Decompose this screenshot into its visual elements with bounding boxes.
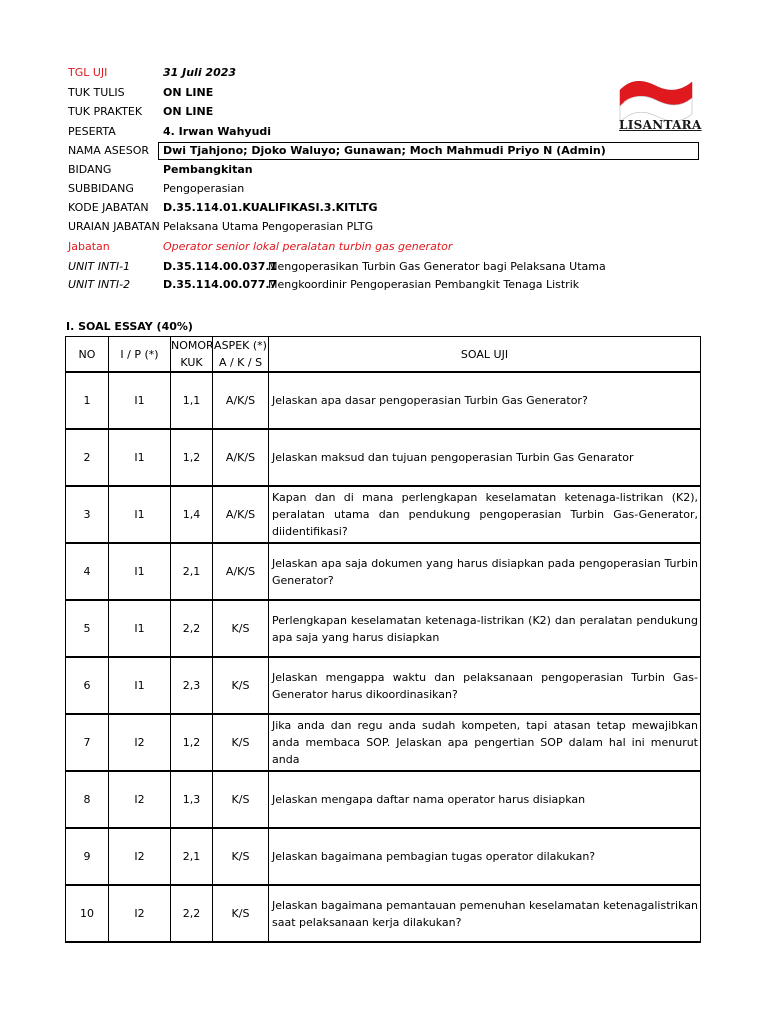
tuk-praktek-value: ON LINE: [163, 105, 214, 118]
cell-ip: I1: [109, 600, 171, 657]
cell-no: 5: [66, 600, 109, 657]
cell-aspek: K/S: [213, 828, 269, 885]
cell-ip: I2: [109, 771, 171, 828]
tgl-uji-label: TGL UJI: [68, 66, 108, 79]
peserta-label: PESERTA: [68, 125, 116, 138]
cell-soal: Jelaskan maksud dan tujuan pengoperasian Turbin Gas Genarator: [269, 429, 701, 486]
cell-no: 2: [66, 429, 109, 486]
cell-no: 1: [66, 372, 109, 429]
unit-inti-1-desc: Mengoperasikan Turbin Gas Generator bagi Pelaksana Utama: [268, 260, 606, 273]
cell-soal: Jelaskan bagaimana pembagian tugas operator dilakukan?: [269, 828, 701, 885]
unit-inti-1-code: D.35.114.00.037.1: [163, 260, 278, 273]
cell-kuk: 1,1: [171, 372, 213, 429]
cell-soal: Kapan dan di mana perlengkapan keselamatan ketenaga-listrikan (K2), peralatan utama dan pendukung pengoperasian Turbin Gas-Generator, diidentifikasi?: [269, 486, 701, 543]
cell-aspek: A/K/S: [213, 372, 269, 429]
cell-aspek: A/K/S: [213, 429, 269, 486]
cell-aspek: K/S: [213, 657, 269, 714]
unit-inti-2-code: D.35.114.00.077.7: [163, 278, 278, 291]
cell-aspek: A/K/S: [213, 543, 269, 600]
header-aspek-line2: A / K / S: [218, 356, 263, 369]
cell-ip: I1: [109, 657, 171, 714]
table-row: [66, 771, 701, 828]
cell-no: 10: [66, 885, 109, 942]
uraian-jabatan-value: Pelaksana Utama Pengoperasian PLTG: [163, 220, 374, 233]
cell-kuk: 2,1: [171, 543, 213, 600]
cell-soal: Jelaskan apa dasar pengoperasian Turbin Gas Generator?: [269, 372, 701, 429]
cell-aspek: K/S: [213, 771, 269, 828]
cell-soal: Jelaskan bagaimana pemantauan pemenuhan keselamatan ketenagalistrikan saat pelaksanaan kerja dilakukan?: [269, 885, 701, 942]
bidang-label: BIDANG: [68, 163, 112, 176]
cell-kuk: 1,2: [171, 714, 213, 771]
soal-essay-table: [65, 336, 701, 943]
cell-ip: I1: [109, 486, 171, 543]
kode-jabatan-label: KODE JABATAN: [68, 201, 149, 214]
table-row: [66, 885, 701, 942]
cell-soal: Perlengkapan keselamatan ketenaga-listrikan (K2) dan peralatan pendukung apa saja yang harus disiapkan: [269, 600, 701, 657]
unit-inti-1-label: UNIT INTI-1: [68, 260, 131, 273]
lisantara-logo-text: LISANTARA: [619, 118, 702, 132]
cell-no: 3: [66, 486, 109, 543]
header-nomor-kuk: [171, 337, 213, 373]
header-nomor-line1: NOMOR: [171, 339, 214, 352]
table-row: [66, 600, 701, 657]
cell-ip: I1: [109, 372, 171, 429]
cell-ip: I1: [109, 429, 171, 486]
tgl-uji-value: 31 Juli 2023: [163, 66, 237, 79]
cell-kuk: 2,1: [171, 828, 213, 885]
table-row: [66, 714, 701, 771]
tuk-praktek-label: TUK PRAKTEK: [68, 105, 143, 118]
header-aspek-line1: ASPEK (*): [214, 339, 267, 352]
table-header-row: [66, 337, 701, 373]
unit-inti-2-desc: Mengkoordinir Pengoperasian Pembangkit Tenaga Listrik: [268, 278, 580, 291]
uraian-jabatan-label: URAIAN JABATAN: [68, 220, 160, 233]
table-row: [66, 429, 701, 486]
table-row: [66, 543, 701, 600]
cell-kuk: 1,4: [171, 486, 213, 543]
cell-aspek: K/S: [213, 714, 269, 771]
unit-inti-2-label: UNIT INTI-2: [68, 278, 131, 291]
bidang-value: Pembangkitan: [163, 163, 253, 176]
cell-ip: I2: [109, 885, 171, 942]
section-title: I. SOAL ESSAY (40%): [66, 320, 193, 333]
cell-soal: Jelaskan apa saja dokumen yang harus disiapkan pada pengoperasian Turbin Generator?: [269, 543, 701, 600]
table-row: [66, 486, 701, 543]
table-row: [66, 657, 701, 714]
cell-ip: I2: [109, 714, 171, 771]
header-ip: I / P (*): [109, 337, 171, 373]
cell-no: 8: [66, 771, 109, 828]
cell-kuk: 1,2: [171, 429, 213, 486]
cell-aspek: K/S: [213, 600, 269, 657]
cell-soal: Jika anda dan regu anda sudah kompeten, tapi atasan tetap mewajibkan anda membaca SOP. Jelaskan apa pengertian SOP dalam hal ini menurut anda: [269, 714, 701, 771]
cell-kuk: 2,3: [171, 657, 213, 714]
table-row: [66, 372, 701, 429]
cell-ip: I2: [109, 828, 171, 885]
nama-asesor-label: NAMA ASESOR: [68, 144, 150, 157]
jabatan-label: Jabatan: [68, 240, 110, 253]
cell-no: 4: [66, 543, 109, 600]
table-row: [66, 828, 701, 885]
cell-ip: I1: [109, 543, 171, 600]
header-aspek: [213, 337, 269, 373]
cell-no: 6: [66, 657, 109, 714]
cell-kuk: 2,2: [171, 600, 213, 657]
subbidang-value: Pengoperasian: [163, 182, 245, 195]
cell-aspek: K/S: [213, 885, 269, 942]
kode-jabatan-value: D.35.114.01.KUALIFIKASI.3.KITLTG: [163, 201, 378, 214]
cell-kuk: 1,3: [171, 771, 213, 828]
cell-aspek: A/K/S: [213, 486, 269, 543]
header-soal: SOAL UJI: [269, 337, 701, 373]
cell-kuk: 2,2: [171, 885, 213, 942]
cell-soal: Jelaskan mengappa waktu dan pelaksanaan pengoperasian Turbin Gas-Generator harus dikoordinasikan?: [269, 657, 701, 714]
cell-no: 9: [66, 828, 109, 885]
header-no: NO: [66, 337, 109, 373]
jabatan-value: Operator senior lokal peralatan turbin gas generator: [163, 240, 453, 253]
peserta-value: 4. Irwan Wahyudi: [163, 125, 272, 138]
nama-asesor-value: Dwi Tjahjono; Djoko Waluyo; Gunawan; Moch Mahmudi Priyo N (Admin): [163, 144, 606, 157]
cell-no: 7: [66, 714, 109, 771]
subbidang-label: SUBBIDANG: [68, 182, 134, 195]
cell-soal: Jelaskan mengapa daftar nama operator harus disiapkan: [269, 771, 701, 828]
tuk-tulis-label: TUK TULIS: [68, 86, 125, 99]
tuk-tulis-value: ON LINE: [163, 86, 214, 99]
header-nomor-line2: KUK: [180, 356, 203, 369]
